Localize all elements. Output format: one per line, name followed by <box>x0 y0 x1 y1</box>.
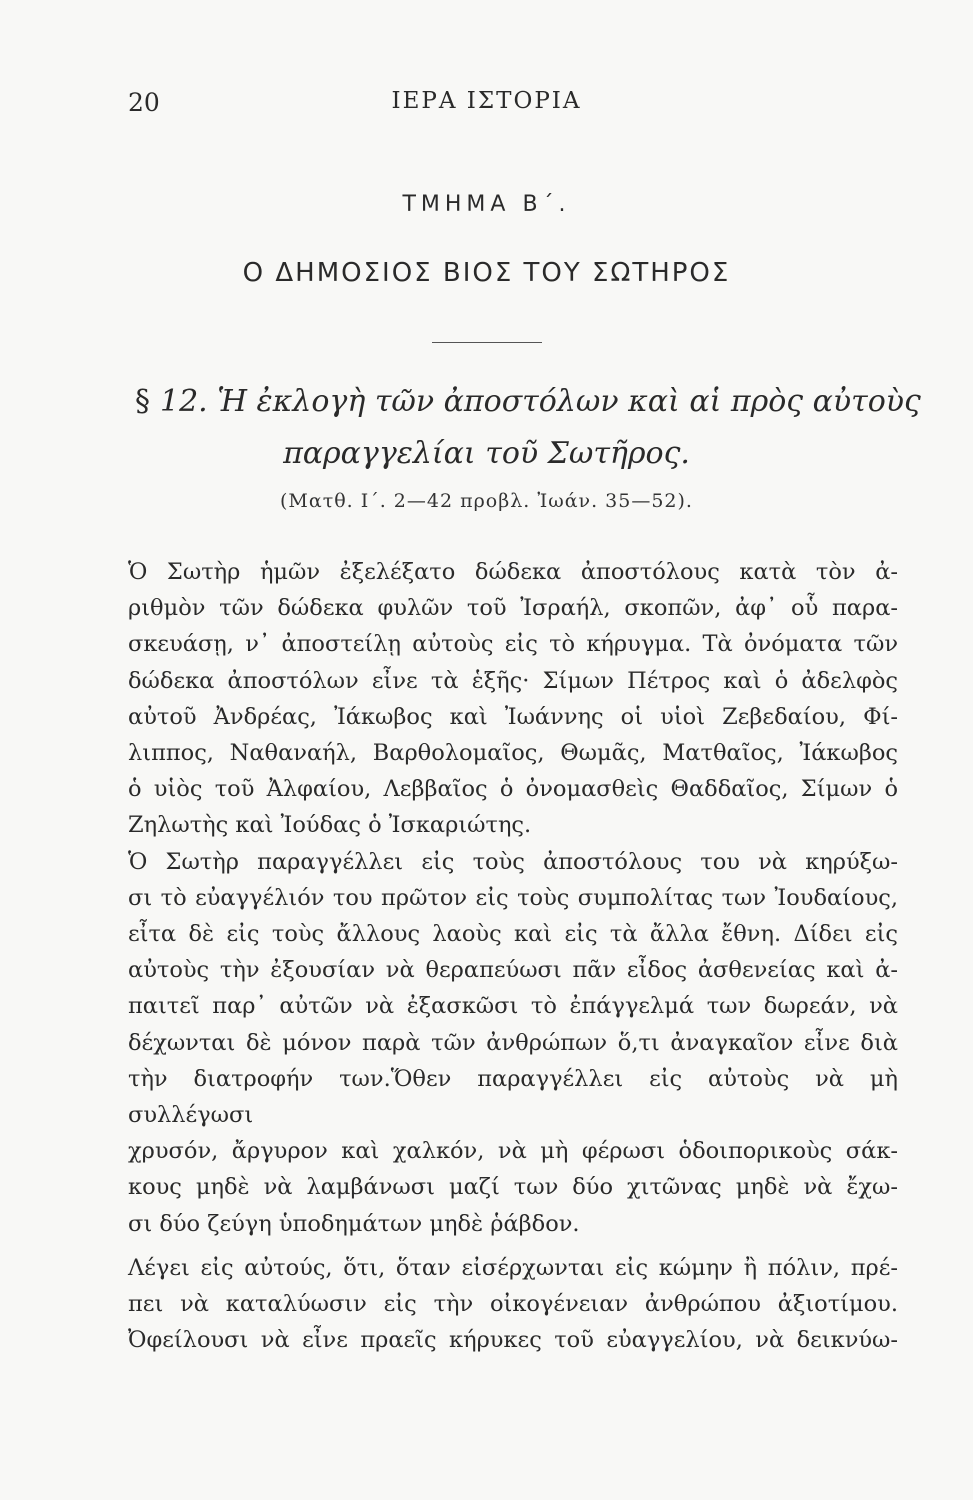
text-line: παιτεῖ παρ᾽ αὐτῶν νὰ ἐξασκῶσι τὸ ἐπάγγελμά των δωρεάν, νὰ <box>128 993 898 1020</box>
text-line: αὐτοῦ Ἀνδρέας, Ἰάκωβος καὶ Ἰωάννης οἱ υἱοὶ Ζεβεδαίου, Φί- <box>128 703 898 730</box>
part-subtitle: Ο ΔΗΜΟΣΙΟΣ ΒΙΟΣ ΤΟΥ ΣΩΤΗΡΟΣ <box>242 258 731 288</box>
section-title-line-1: 12. Ἡ ἐκλογὴ τῶν ἀποστόλων καὶ αἱ πρὸς αὐτοὺς <box>160 384 921 419</box>
scripture-reference: (Ματθ. Ι΄. 2—42 προβλ. Ἰωάν. 35—52). <box>280 490 693 512</box>
paragraph-gap <box>128 1242 898 1250</box>
section-title <box>135 384 921 419</box>
paragraph-1 <box>128 554 898 844</box>
text-line: Λέγει εἰς αὐτούς, ὅτι, ὅταν εἰσέρχωνται εἰς κώμην ἢ πόλιν, πρέ- <box>128 1254 898 1281</box>
text-line: εἶτα δὲ εἰς τοὺς ἄλλους λαοὺς καὶ εἰς τὰ ἄλλα ἔθνη. Δίδει εἰς <box>128 921 898 948</box>
text-line: Ὁ Σωτὴρ ἡμῶν ἐξελέξατο δώδεκα ἀποστόλους κατὰ τὸν ἀ- <box>128 559 898 585</box>
text-line: τὴν διατροφήν των.Ὅθεν παραγγέλλει εἰς αὐτοὺς νὰ μὴ συλλέγωσι <box>128 1065 898 1129</box>
text-line: ὁ υἱὸς τοῦ Ἀλφαίου, Λεββαῖος ὁ ὀνομασθεὶς Θαδδαῖος, Σίμων ὁ <box>128 776 898 803</box>
text-line: σκευάσῃ, ν᾽ ἀποστείλῃ αὐτοὺς εἰς τὸ κήρυγμα. Τὰ ὀνόματα τῶν <box>128 631 898 658</box>
text-line: Ὁ Σωτὴρ παραγγέλλει εἰς τοὺς ἀποστόλους του νὰ κηρύξω- <box>128 848 898 875</box>
text-line: Ὀφείλουσι νὰ εἶνε πραεῖς κήρυκες τοῦ εὐαγγελίου, νὰ δεικνύω- <box>128 1327 898 1354</box>
text-line: πει νὰ καταλύωσιν εἰς τὴν οἰκογένειαν ἀνθρώπου ἀξιοτίμου. <box>128 1291 898 1318</box>
running-title: ΙΕΡΑ ΙΣΤΟΡΙΑ <box>391 88 582 114</box>
paragraph-2 <box>128 844 898 1242</box>
text-line: ριθμὸν τῶν δώδεκα φυλῶν τοῦ Ἰσραήλ, σκοπῶν, ἀφ᾽ οὗ παρα- <box>128 595 898 622</box>
text-line: σι τὸ εὐαγγέλιόν του πρῶτον εἰς τοὺς συμπολίτας των Ἰουδαίους, <box>128 884 898 911</box>
text-line: κους μηδὲ νὰ λαμβάνωσι μαζί των δύο χιτῶνας μηδὲ νὰ ἔχω- <box>128 1174 898 1201</box>
section-symbol: § <box>135 384 150 419</box>
running-header <box>0 88 973 128</box>
text-line: αὐτοὺς τὴν ἐξουσίαν νὰ θεραπεύωσι πᾶν εἶδος ἀσθενείας καὶ ἀ- <box>128 957 898 984</box>
divider-rule <box>432 342 542 343</box>
text-line: λιππος, Ναθαναήλ, Βαρθολομαῖος, Θωμᾶς, Ματθαῖος, Ἰάκωβος <box>128 740 898 767</box>
text-line: Ζηλωτὴς καὶ Ἰούδας ὁ Ἰσκαριώτης. <box>128 812 532 839</box>
section-title-line-2: παραγγελίαι τοῦ Σωτῆρος. <box>283 436 690 471</box>
text-line: δώδεκα ἀποστόλων εἶνε τὰ ἑξῆς· Σίμων Πέτρος καὶ ὁ ἀδελφὸς <box>128 667 898 694</box>
text-line: σι δύο ζεύγη ὑποδημάτων μηδὲ ῥάβδον. <box>128 1210 580 1237</box>
paragraph-3 <box>128 1250 898 1359</box>
text-line: χρυσόν, ἄργυρον καὶ χαλκόν, νὰ μὴ φέρωσι ὁδοιπορικοὺς σάκ- <box>128 1138 898 1165</box>
body-text <box>128 554 898 1358</box>
page-number: 20 <box>128 88 160 117</box>
text-line: δέχωνται δὲ μόνον παρὰ τῶν ἀνθρώπων ὅ,τι ἀναγκαῖον εἶνε διὰ <box>128 1029 898 1056</box>
part-heading: ΤΜΗΜΑ Β΄. <box>402 192 571 217</box>
